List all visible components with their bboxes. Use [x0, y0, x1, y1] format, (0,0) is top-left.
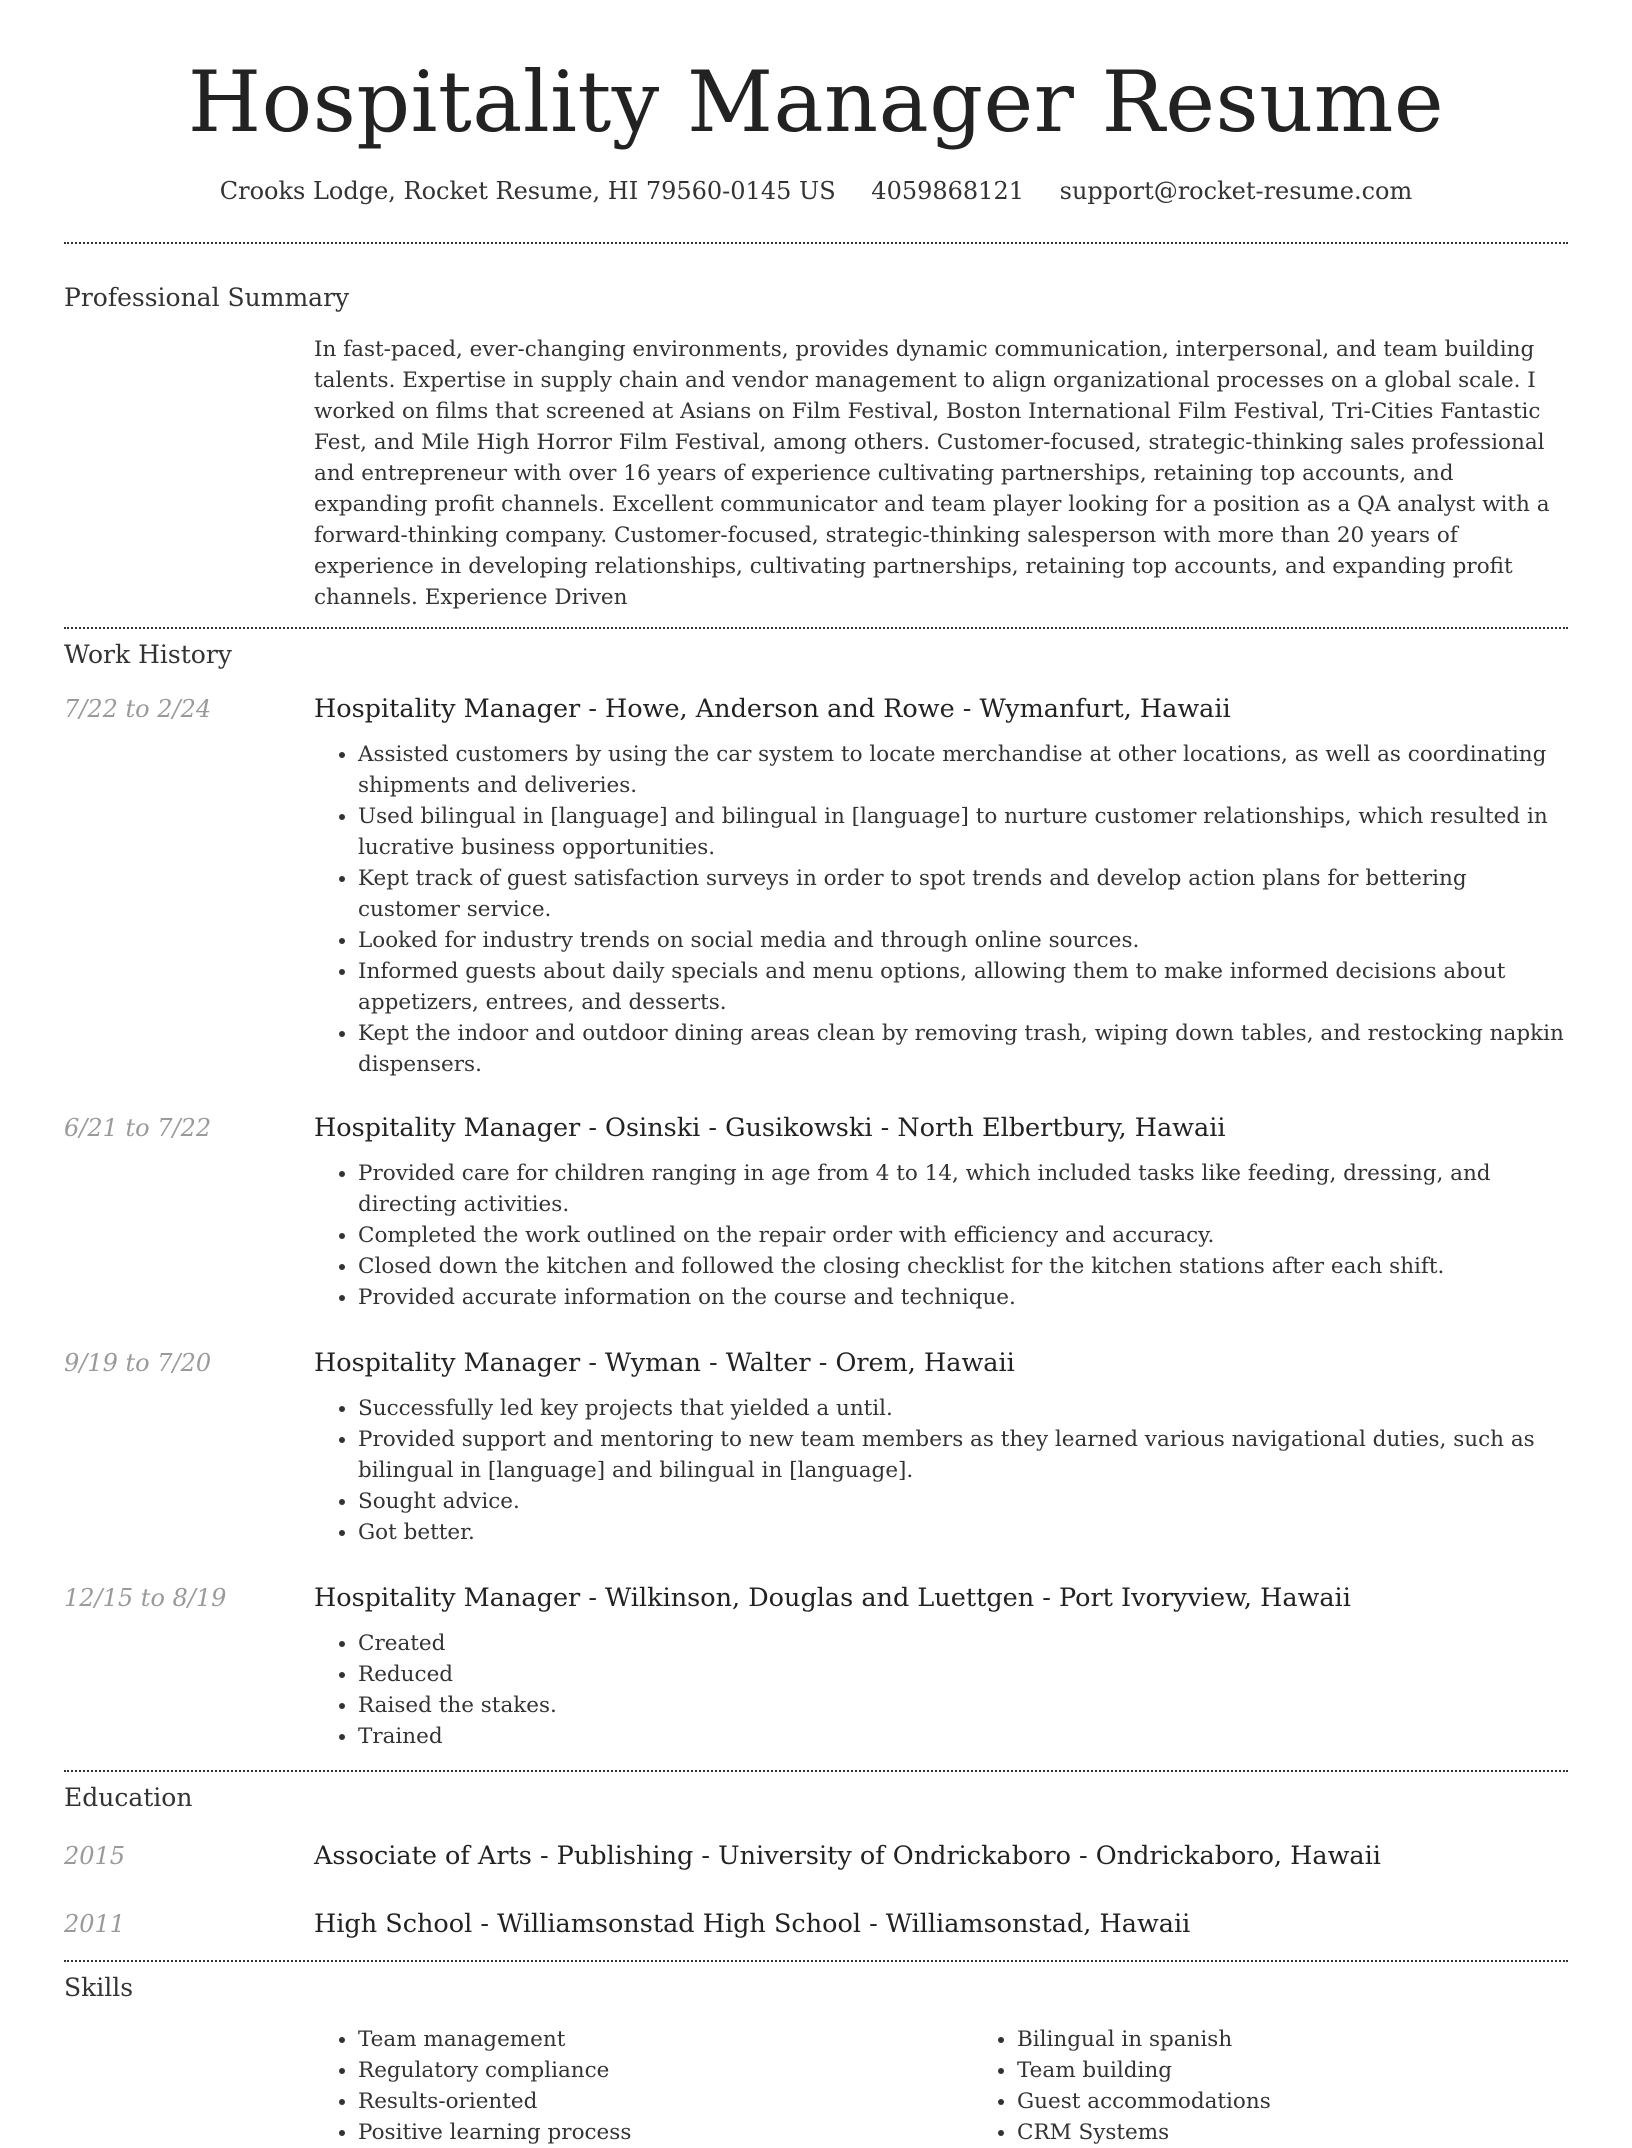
- education-text: Associate of Arts - Publishing - University of Ondrickaboro - Ondrickaboro, Hawaii: [314, 1841, 1381, 1871]
- divider: [64, 242, 1568, 244]
- list-item: • Informed guests about daily specials and menu options, allowing them to make informed decisions about appetizers, entrees, and desserts.: [358, 956, 1568, 1018]
- list-item: • Assisted customers by using the car system to locate merchandise at other locations, as well as coordinating shipments and deliveries.: [358, 739, 1568, 801]
- list-item: • Results-oriented: [358, 2086, 973, 2117]
- list-item: • Positive learning process: [358, 2117, 973, 2148]
- section-title-education: Education: [64, 1783, 193, 1812]
- list-item: • Kept the indoor and outdoor dining areas clean by removing trash, wiping down tables, and restocking napkin dispensers.: [358, 1018, 1568, 1080]
- list-item: • Trained: [358, 1721, 1568, 1752]
- list-item: • Provided accurate information on the course and technique.: [358, 1282, 1568, 1313]
- list-item: • Reduced: [358, 1659, 1568, 1690]
- address: Crooks Lodge, Rocket Resume, HI 79560-0145 US: [219, 177, 836, 205]
- education-entry: [64, 1840, 1568, 1872]
- divider: [64, 627, 1568, 629]
- list-item: • Created: [358, 1628, 1568, 1659]
- resume-title: Hospitality Manager Resume: [187, 53, 1445, 151]
- list-item: • Sought advice.: [358, 1486, 1568, 1517]
- section-title-summary: Professional Summary: [64, 283, 350, 312]
- list-item: • Team management: [358, 2024, 973, 2055]
- list-item: • Raised the stakes.: [358, 1690, 1568, 1721]
- education-entry: [64, 1908, 1568, 1940]
- section-title-skills: Skills: [64, 1973, 134, 2002]
- job-entry: [64, 1582, 1568, 1752]
- job-bullets: [314, 739, 1568, 1080]
- list-item: • Successfully led key projects that yielded a until.: [358, 1393, 1568, 1424]
- list-item: • Guest accommodations: [1017, 2086, 1632, 2117]
- skills-list-right: [973, 2024, 1632, 2148]
- job-entry: [64, 1347, 1568, 1548]
- job-entry: [64, 1112, 1568, 1313]
- list-item: • CRM Systems: [1017, 2117, 1632, 2148]
- job-dates: 9/19 to 7/20: [64, 1349, 212, 1377]
- list-item: • Regulatory compliance: [358, 2055, 973, 2086]
- job-title: Hospitality Manager - Wyman - Walter - Orem, Hawaii: [314, 1348, 1015, 1378]
- job-bullets: [314, 1158, 1568, 1313]
- list-item: • Got better.: [358, 1517, 1568, 1548]
- job-bullets: [314, 1628, 1568, 1752]
- list-item: • Looked for industry trends on social media and through online sources.: [358, 925, 1568, 956]
- education-year: 2015: [64, 1842, 126, 1870]
- summary-text: In fast-paced, ever-changing environments, provides dynamic communication, interpersonal, and team building talents. Expertise in supply chain and vendor management to align organizational processes on a global scale. I worked on films that screened at Asians on Film Festival, Boston International Film Festival, Tri-Cities Fantastic Fest, and Mile High Horror Film Festival, among others. Customer-focused, strategic-thinking sales professional and entrepreneur with over 16 years of experience cultivating partnerships, retaining top accounts, and expanding profit channels. Excellent communicator and team player looking for a position as a QA analyst with a forward-thinking company. Customer-focused, strategic-thinking salesperson with more than 20 years of experience in developing relationships, cultivating partnerships, retaining top accounts, and expanding profit channels. Experience Driven: [314, 337, 1550, 610]
- email: support@rocket-resume.com: [1059, 177, 1413, 205]
- list-item: • Completed the work outlined on the repair order with efficiency and accuracy.: [358, 1220, 1568, 1251]
- job-entry: [64, 693, 1568, 1080]
- education-year: 2011: [64, 1910, 126, 1938]
- skills-section: [64, 1972, 1568, 2148]
- list-item: • Provided care for children ranging in age from 4 to 14, which included tasks like feeding, dressing, and directing activities.: [358, 1158, 1568, 1220]
- phone: 4059868121: [871, 177, 1024, 205]
- list-item: • Closed down the kitchen and followed the closing checklist for the kitchen stations after each shift.: [358, 1251, 1568, 1282]
- job-dates: 6/21 to 7/22: [64, 1114, 212, 1142]
- job-dates: 12/15 to 8/19: [64, 1584, 227, 1612]
- divider: [64, 1770, 1568, 1772]
- list-item: • Kept track of guest satisfaction surveys in order to spot trends and develop action plans for bettering customer service.: [358, 863, 1568, 925]
- list-item: • Used bilingual in [language] and bilingual in [language] to nurture customer relationships, which resulted in lucrative business opportunities.: [358, 801, 1568, 863]
- job-bullets: [314, 1393, 1568, 1548]
- education-text: High School - Williamsonstad High School - Williamsonstad, Hawaii: [314, 1909, 1191, 1939]
- contact-line: [64, 176, 1568, 206]
- job-title: Hospitality Manager - Wilkinson, Douglas and Luettgen - Port Ivoryview, Hawaii: [314, 1583, 1351, 1613]
- list-item: • Bilingual in spanish: [1017, 2024, 1632, 2055]
- section-title-work: Work History: [64, 640, 232, 669]
- list-item: • Team building: [1017, 2055, 1632, 2086]
- job-title: Hospitality Manager - Osinski - Gusikowski - North Elbertbury, Hawaii: [314, 1113, 1226, 1143]
- job-title: Hospitality Manager - Howe, Anderson and Rowe - Wymanfurt, Hawaii: [314, 694, 1231, 724]
- list-item: • Provided support and mentoring to new team members as they learned various navigational duties, such as bilingual in [language] and bilingual in [language].: [358, 1424, 1568, 1486]
- job-dates: 7/22 to 2/24: [64, 695, 212, 723]
- skills-list-left: [314, 2024, 973, 2148]
- divider: [64, 1960, 1568, 1962]
- education-section: [64, 1782, 1568, 1940]
- summary-section: [64, 282, 1568, 613]
- work-section: [64, 639, 1568, 1752]
